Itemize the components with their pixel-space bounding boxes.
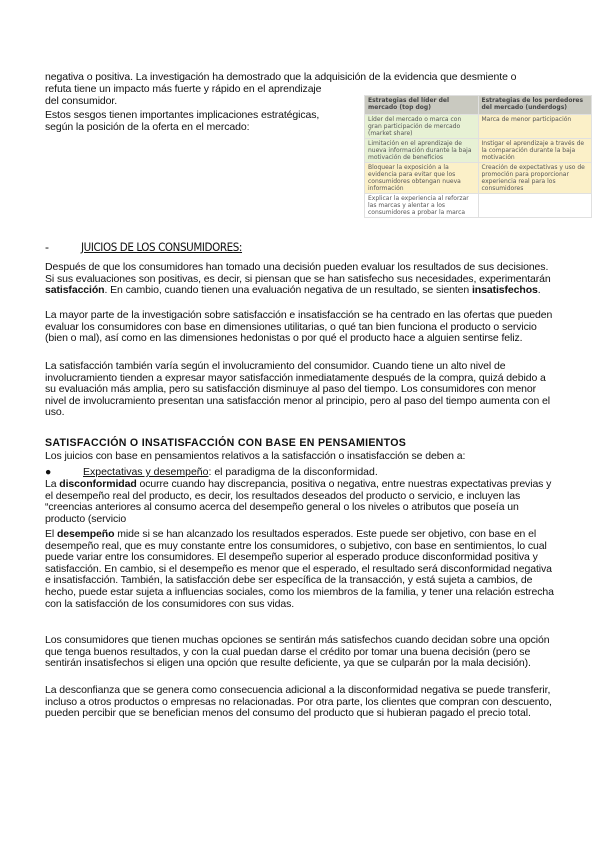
strategy-table <box>364 95 592 218</box>
bold-term-disconformidad: disconformidad <box>59 478 137 490</box>
bullet-text <box>83 466 378 478</box>
paragraph <box>45 262 555 297</box>
bold-term-satisfaccion: satisfacción <box>45 284 105 297</box>
paragraph <box>45 479 555 525</box>
heading-text: JUICIOS DE LOS CONSUMIDORES: <box>81 240 243 254</box>
table-cell: Bloquear la exposición a la evidencia para evitar que los consumidores obtengan nueva información <box>365 163 479 194</box>
text-run: Después de que los consumidores han tomado una decisión pueden evaluar los resultados de sus decisiones. Si sus evaluaciones son positivas, es decir, si piensan que se han satisfecho sus necesidades, experimentarán <box>45 261 551 285</box>
intro-line-2: refuta tiene un impacto más fuerte y rápido en el aprendizaje <box>45 83 322 95</box>
text-run: ocurre cuando hay discrepancia, positiva o negativa, entre nuestras expectativas previas y el desempeño real del producto, es decir, los resultados deseados del producto o servicio, e incluyen las “creencias anteriores al consumo acerca del desempeño general o los niveles o atributos que poseía un producto (servicio <box>45 478 552 525</box>
paragraph: Los juicios con base en pensamientos relativos a la satisfacción o insatisfacción se deben a: <box>45 450 466 462</box>
text-run: : el paradigma de la disconformidad. <box>208 466 378 478</box>
table-cell: Creación de expectativas y uso de promoción para proporcionar experiencia real para los consumidores <box>478 163 592 194</box>
text-run: mide si se han alcanzado los resultados esperados. Este puede ser objetivo, con base en el desempeño real, que es muy constante entre los consumidores, o subjetivo, con base en sentimientos, lo cual puede variar entre los consumidores. El desempeño superior al esperado produce disconformidad positiva y satisfacción. En cambio, si el desempeño es menor que el esperado, el resultado será disconformidad negativa e insatisfacción. También, la satisfacción debe ser específica de la transacción, y está sujeta a cambios, de hecho, puede estar sujeta a influencias sociales, como los miembros de la familia, y tener una relación estrecha con la satisfacción de los consumidores con sus vidas. <box>45 528 554 610</box>
table-header-underdogs: Estrategias de los perdedores del mercado (underdogs) <box>478 96 592 115</box>
intro-line-3: del consumidor. <box>45 95 118 107</box>
paragraph: La satisfacción también varía según el involucramiento del consumidor. Cuando tiene un alto nivel de involucramiento tienden a expresar mayor satisfacción inmediatamente después de la compra, quizá debido a su evaluación más amplia, pero su satisfacción disminuye al paso del tiempo. Los consumidores con menor nivel de involucramiento presentan una satisfacción menor al principio, pero al paso del tiempo aumenta con el uso. <box>45 360 550 419</box>
paragraph: Los consumidores que tienen muchas opciones se sentirán más satisfechos cuando decidan sobre una opción que tenga buenos resultados, y con la cual puedan darse el crédito por tomar una buena decisión (pero se sentirán insatisfechos si eligen una opción que resulte deficiente, ya que se culparán por la mala decisión). <box>45 634 550 670</box>
bullet-dot: ● <box>45 466 52 478</box>
bold-term-desempeno: desempeño <box>56 528 115 540</box>
table-row <box>365 194 592 218</box>
table-header-row <box>365 96 592 115</box>
table-header-top-dog: Estrategias del líder del mercado (top dog) <box>365 96 479 115</box>
bold-term-insatisfechos: insatisfechos <box>471 284 538 297</box>
section-heading-thought-based: SATISFACCIÓN O INSATISFACCIÓN CON BASE EN PENSAMIENTOS <box>45 437 407 449</box>
text-run: El <box>45 528 57 540</box>
table-cell: Limitación en el aprendizaje de nueva información durante la baja motivación de beneficios <box>365 139 479 163</box>
paragraph <box>45 529 555 610</box>
paragraph: La mayor parte de la investigación sobre satisfacción e insatisfacción se ha centrado en las ofertas que pueden evaluar los consumidores con base en dimensiones utilitarias, o qué tan bien funciona el producto o servicio (bien o mal), así como en las dimensiones hedonistas o por qué el producto hace a alguien sentirse feliz. <box>45 309 553 345</box>
table-row <box>365 139 592 163</box>
paragraph: La desconfianza que se genera como consecuencia adicional a la disconformidad negativa se puede transferir, incluso a otros productos o empresas no relacionadas. Por otra parte, los clientes que compran con descuento, pueden percibir que se benefician menos del consumo del producto que si hubieran pagado el precio total. <box>45 684 552 720</box>
intro-line-1: negativa o positiva. La investigación ha demostrado que la adquisición de la evidencia que desmiente o <box>45 71 517 83</box>
table-row <box>365 115 592 139</box>
table-row <box>365 163 592 194</box>
text-run: . En cambio, cuando tienen una evaluación negativa de un resultado, se sienten <box>104 284 472 297</box>
bullet-term: Expectativas y desempeño <box>83 466 209 478</box>
table-cell: Explicar la experiencia al reforzar las marcas y alentar a los consumidores a probar la marca <box>365 194 479 218</box>
heading-dash: - <box>45 240 49 254</box>
table-cell <box>478 194 592 218</box>
table-cell: Instigar el aprendizaje a través de la comparación durante la baja motivación <box>478 139 592 163</box>
text-run: . <box>537 284 541 297</box>
table-cell: Líder del mercado o marca con gran participación de mercado (market share) <box>365 115 479 139</box>
text-run: La <box>45 478 60 490</box>
table-cell: Marca de menor participación <box>478 115 592 139</box>
intro-paragraph-2: Estos sesgos tienen importantes implicaciones estratégicas, según la posición de la oferta en el mercado: <box>45 109 320 133</box>
